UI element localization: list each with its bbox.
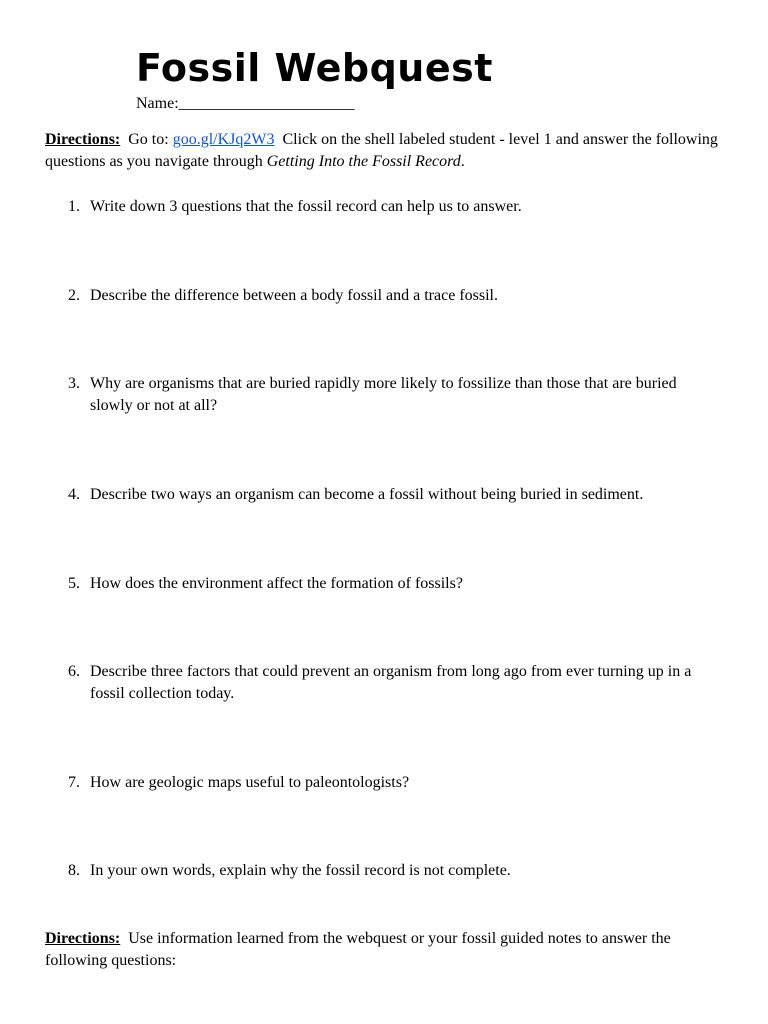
question-text: Why are organisms that are buried rapidly more likely to fossilize than those that are buried slowly or not at all? bbox=[90, 375, 677, 414]
directions-period: . bbox=[460, 153, 465, 170]
question-number: 3. bbox=[68, 375, 80, 392]
directions-label: Directions: bbox=[45, 930, 121, 947]
directions-label: Directions: bbox=[45, 131, 121, 148]
question-text: In your own words, explain why the fossil record is not complete. bbox=[90, 862, 511, 879]
question-text: How are geologic maps useful to paleontologists? bbox=[90, 774, 410, 791]
question-number: 8. bbox=[68, 862, 80, 879]
directions-text: Use information learned from the webquest or your fossil guided notes to answer the following questions: bbox=[45, 930, 671, 969]
directions-text: Click on the shell labeled student - level 1 and answer the following questions as you navigate through bbox=[45, 131, 718, 170]
resource-title: Getting Into the Fossil Record bbox=[266, 153, 461, 170]
question-text: Describe two ways an organism can become a fossil without being buried in sediment. bbox=[90, 486, 644, 503]
question-number: 5. bbox=[68, 575, 80, 592]
webquest-link[interactable]: goo.gl/KJq2W3 bbox=[172, 131, 275, 148]
question-number: 4. bbox=[68, 486, 80, 503]
directions-paragraph bbox=[45, 129, 725, 173]
question-number: 2. bbox=[68, 287, 80, 304]
name-field-line: Name:______________________ bbox=[136, 95, 355, 112]
question-text: Write down 3 questions that the fossil record can help us to answer. bbox=[90, 198, 522, 215]
question-text: How does the environment affect the formation of fossils? bbox=[90, 575, 463, 592]
question-number: 6. bbox=[68, 663, 80, 680]
question-text: Describe three factors that could prevent an organism from long ago from ever turning up in a fossil collection today. bbox=[90, 663, 692, 702]
directions-paragraph-2 bbox=[45, 928, 725, 972]
go-to-label: Go to: bbox=[128, 131, 169, 148]
question-number: 7. bbox=[68, 774, 80, 791]
question-text: Describe the difference between a body fossil and a trace fossil. bbox=[90, 287, 498, 304]
page-title: Fossil Webquest bbox=[136, 46, 493, 90]
question-number: 1. bbox=[68, 198, 80, 215]
